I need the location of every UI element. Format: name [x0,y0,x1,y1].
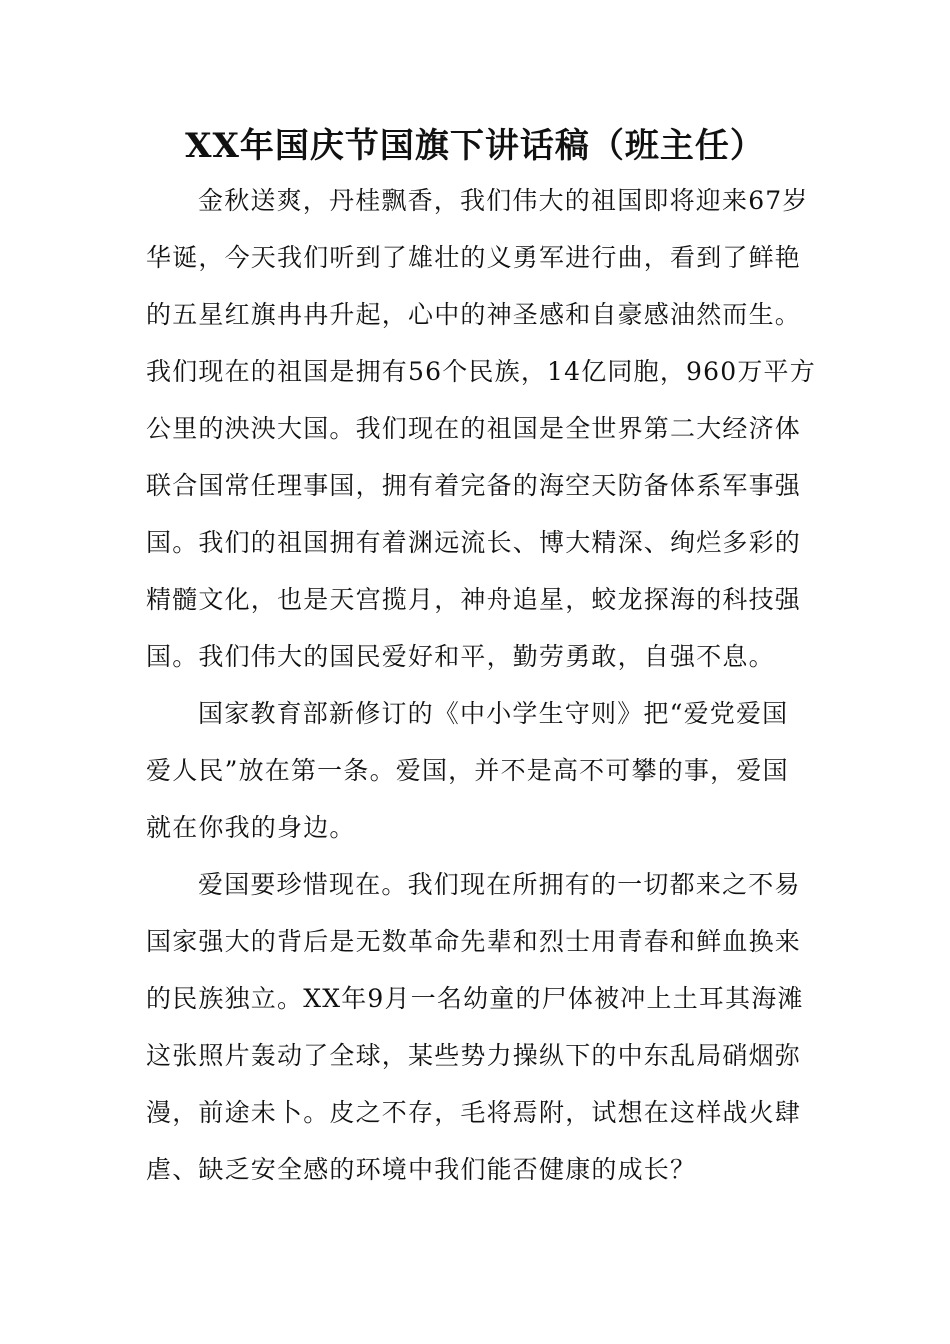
paragraph-line: 国。我们的祖国拥有着渊远流长、博大精深、绚烂多彩的 [146,528,802,557]
paragraph-line: 国。我们伟大的国民爱好和平，勤劳勇敢，自强不息。 [146,642,775,671]
paragraph-line: 公里的泱泱大国。我们现在的祖国是全世界第二大经济体 [146,414,802,443]
paragraph-line: 华诞，今天我们听到了雄壮的义勇军进行曲，看到了鲜艳 [146,243,802,272]
paragraph-line: 虐、缺乏安全感的环境中我们能否健康的成长？ [146,1155,697,1184]
paragraph-line: 漫，前途未卜。皮之不存，毛将焉附，试想在这样战火肆 [146,1098,802,1127]
paragraph-line: 爱人民”放在第一条。爱国，并不是高不可攀的事，爱国 [146,756,789,785]
paragraph-line: 精髓文化，也是天宫揽月，神舟追星，蛟龙探海的科技强 [146,585,802,614]
paragraph-line: 我们现在的祖国是拥有56个民族，14亿同胞，960万平方 [146,357,816,386]
paragraph-line: 就在你我的身边。 [146,813,356,842]
paragraph-line: 国家教育部新修订的《中小学生守则》把“爱党爱国 [198,699,789,728]
document-title: XX年国庆节国旗下讲话稿（班主任） [185,126,765,166]
paragraph-line: 爱国要珍惜现在。我们现在所拥有的一切都来之不易 [198,870,801,899]
paragraph-line: 这张照片轰动了全球，某些势力操纵下的中东乱局硝烟弥 [146,1041,802,1070]
document-body [146,172,816,1198]
paragraph-line: 的五星红旗冉冉升起，心中的神圣感和自豪感油然而生。 [146,300,802,329]
paragraph-line: 金秋送爽，丹桂飘香，我们伟大的祖国即将迎来67岁 [198,186,809,215]
paragraph-line: 的民族独立。XX年9月一名幼童的尸体被冲上土耳其海滩 [146,984,804,1013]
paragraph-line: 国家强大的背后是无数革命先辈和烈士用青春和鲜血换来 [146,927,802,956]
paragraph-line: 联合国常任理事国，拥有着完备的海空天防备体系军事强 [146,471,802,500]
